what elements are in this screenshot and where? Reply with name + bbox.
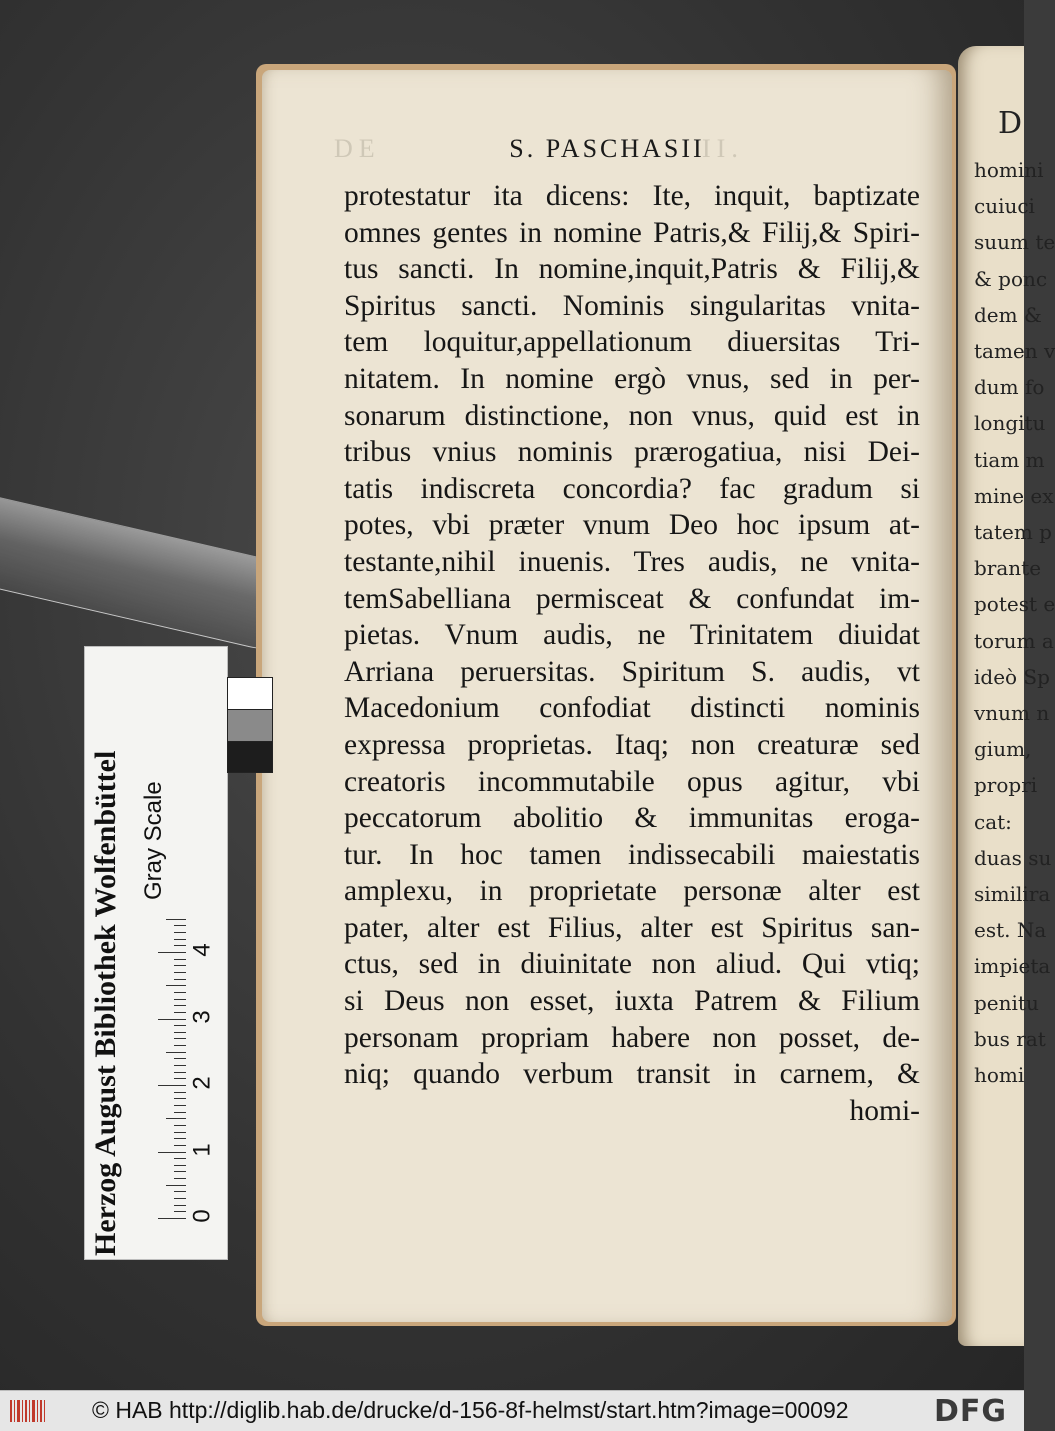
footer-bar	[0, 1390, 1024, 1431]
text-line: si Deus non esset, iuxta Patrem & Filium	[344, 985, 920, 1018]
text-line: testante,nihil inuenis. Tres audis, ne vnita-	[344, 545, 920, 578]
text-line: Spiritus sancti. Nominis singularitas vnita-	[344, 289, 920, 322]
ruler-tick	[174, 1171, 186, 1172]
page-body-text	[344, 178, 920, 1129]
ruler-tick	[174, 1105, 186, 1106]
ruler-tick	[174, 1012, 186, 1013]
ruler-tick	[174, 1032, 186, 1033]
ruler-tick	[166, 1118, 186, 1119]
catchword: homi-	[849, 1094, 920, 1127]
ruler-tick	[174, 965, 186, 966]
gray-scale-label: Gray Scale	[140, 781, 167, 900]
ruler-tick	[174, 1065, 186, 1066]
footer-url[interactable]: © HAB http://diglib.hab.de/drucke/d-156-8f-helmst/start.htm?image=00092	[92, 1397, 849, 1423]
ruler-tick	[174, 1125, 186, 1126]
facing-page-line: gium,	[974, 737, 1032, 762]
facing-page-line: dem &	[974, 302, 1042, 327]
ruler-tick	[174, 925, 186, 926]
ruler-tick	[174, 972, 186, 973]
text-line: expressa proprietas. Itaq; non creaturæ sed	[344, 728, 920, 761]
ruler-tick	[166, 1185, 186, 1186]
text-line: tem loquitur,appellationum diuersitas Tri-	[344, 326, 920, 359]
running-head-bleed-right: II.	[702, 134, 744, 163]
ruler-tick	[174, 959, 186, 960]
ruler-tick	[166, 1052, 186, 1053]
text-line: pietas. Vnum audis, ne Trinitatem diuidat	[344, 619, 920, 652]
ruler-tick	[174, 1045, 186, 1046]
facing-page-line: mine ex	[974, 483, 1054, 508]
ruler-tick	[174, 992, 186, 993]
ruler-tick	[158, 952, 186, 953]
ruler-number: 4	[188, 943, 216, 957]
facing-page-line: propri	[974, 773, 1038, 798]
facing-page-line: D	[998, 106, 1023, 141]
ruler-tick	[174, 1198, 186, 1199]
facing-page-line: tiam m	[974, 447, 1045, 472]
facing-page-line: potest e	[974, 592, 1055, 617]
ruler-tick	[174, 1098, 186, 1099]
gray-swatch-white	[227, 677, 273, 711]
text-line: personam propriam habere non posset, de-	[344, 1021, 920, 1054]
ruler-tick	[174, 1132, 186, 1133]
ruler-tick	[166, 919, 186, 920]
ruler-tick	[158, 1218, 186, 1219]
ruler-tick	[158, 1019, 186, 1020]
facing-page-line: homi	[974, 1063, 1025, 1087]
ruler-tick	[174, 1078, 186, 1079]
ruler-tick	[174, 979, 186, 980]
running-head	[262, 134, 952, 170]
text-line: tus sancti. In nomine,inquit,Patris & Filij,&	[344, 253, 920, 286]
text-line: tribus vnius nominis prærogatiua, nisi Dei-	[344, 436, 920, 469]
facing-page-line: torum a	[974, 628, 1054, 653]
text-line: temSabelliana permisceat & confundat im-	[344, 582, 920, 615]
ruler-title: Herzog August Bibliothek Wolfenbüttel	[89, 750, 122, 1256]
ruler-tick	[174, 1025, 186, 1026]
ruler-tick	[174, 1211, 186, 1212]
ruler-number: 1	[188, 1142, 216, 1157]
ruler-number: 2	[188, 1076, 216, 1090]
text-line: Macedonium confodiat distincti nominis	[344, 692, 920, 725]
text-line: potes, vbi præter vnum Deo hoc ipsum at-	[344, 509, 920, 542]
gray-swatch-black	[227, 741, 273, 773]
ruler-tick	[174, 1205, 186, 1206]
running-head-text: S. PASCHASII	[509, 134, 705, 163]
ruler-tick	[174, 1191, 186, 1192]
facing-page-line: & ponc	[974, 266, 1048, 291]
ruler-tick	[174, 1072, 186, 1073]
facing-page-line: vnum n	[974, 701, 1050, 725]
facing-page-line: homini	[974, 158, 1044, 182]
facing-page-line: ideò Sp	[974, 664, 1050, 689]
running-head-bleed-left: DE	[334, 134, 381, 163]
ruler-tick	[174, 1005, 186, 1006]
gray-swatch-mid	[227, 709, 273, 743]
ruler-tick	[174, 1165, 186, 1166]
facing-page-line: bus rat	[974, 1026, 1046, 1051]
text-line: amplexu, in proprietate personæ alter est	[344, 875, 920, 908]
facing-page-line: tamen v	[974, 339, 1055, 363]
facing-page	[958, 46, 1055, 1346]
text-line: protestatur ita dicens: Ite, inquit, baptizate	[344, 180, 920, 212]
text-line: creatoris incommutabile opus agitur, vbi	[344, 765, 920, 798]
ruler-tick	[174, 1178, 186, 1179]
facing-page-line: cuiuci	[974, 194, 1035, 219]
ruler-tick	[174, 1138, 186, 1139]
facing-page-line: dum fo	[974, 375, 1045, 400]
facing-page-line: longitu	[974, 411, 1046, 436]
facing-page-line: suum te	[974, 230, 1055, 255]
ruler-tick	[174, 939, 186, 940]
ruler-tick	[174, 999, 186, 1000]
ruler-tick	[174, 1058, 186, 1059]
text-line: pater, alter est Filius, alter est Spiritus san-	[344, 911, 920, 944]
ruler-number: 3	[188, 1009, 216, 1024]
barcode-icon	[10, 1398, 46, 1424]
ruler-tick	[174, 1092, 186, 1093]
text-line: peccatorum abolitio & immunitas eroga-	[344, 802, 920, 835]
ruler-tick	[158, 1152, 186, 1153]
ruler-tick	[174, 945, 186, 946]
text-line: ctus, sed in diuinitate non aliud. Qui vtiq;	[344, 948, 920, 981]
facing-page-line: penitu	[974, 990, 1039, 1015]
ruler-tick	[174, 932, 186, 933]
text-line: tur. In hoc tamen indissecabili maiestatis	[344, 838, 920, 871]
ruler-number: 0	[188, 1209, 216, 1223]
ruler-tick	[174, 1038, 186, 1039]
dfg-logo: DFG	[934, 1394, 1008, 1429]
ruler-tick	[174, 1145, 186, 1146]
text-line: niq; quando verbum transit in carnem, &	[344, 1058, 920, 1091]
ruler-tick	[174, 1158, 186, 1159]
facing-page-line: tatem p	[974, 520, 1052, 544]
ruler-tick	[174, 1112, 186, 1113]
facing-page-line: brante	[974, 556, 1042, 581]
ruler-tick	[158, 1085, 186, 1086]
facing-page-line: duas su	[974, 845, 1052, 870]
facing-page-line: impieta	[974, 954, 1051, 979]
text-line: Arriana peruersitas. Spiritum S. audis, vt	[344, 655, 920, 688]
facing-page-line: similira	[974, 882, 1051, 906]
text-line: sonarum distinctione, non vnus, quid est in	[344, 399, 920, 432]
facing-page-line: cat:	[974, 809, 1012, 834]
text-line: nitatem. In nomine ergò vnus, sed in per-	[344, 362, 920, 395]
ruler-tick	[166, 985, 186, 986]
facing-page-line: est. Na	[974, 918, 1047, 943]
text-line: omnes gentes in nomine Patris,& Filij,& Spiri-	[344, 216, 920, 249]
text-line: tatis indiscreta concordia? fac gradum si	[344, 472, 920, 505]
